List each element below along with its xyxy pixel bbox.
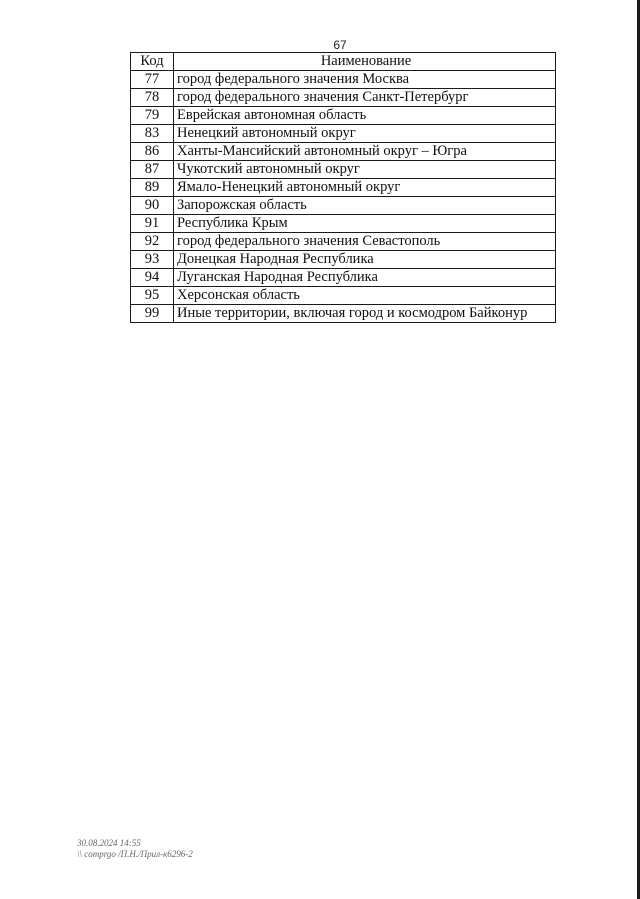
row-name: Еврейская автономная область <box>174 107 556 125</box>
row-name: Луганская Народная Республика <box>174 269 556 287</box>
row-code: 86 <box>131 143 174 161</box>
table-row <box>131 179 556 197</box>
table-row <box>131 125 556 143</box>
table-row <box>131 269 556 287</box>
page-number: 67 <box>333 38 347 52</box>
table-row <box>131 143 556 161</box>
row-code: 83 <box>131 125 174 143</box>
row-name: Иные территории, включая город и космодром Байконур <box>174 305 556 323</box>
row-code: 87 <box>131 161 174 179</box>
row-name: Чукотский автономный округ <box>174 161 556 179</box>
column-header-code: Код <box>131 53 174 71</box>
region-codes-table <box>130 52 556 323</box>
table-row <box>131 107 556 125</box>
table-row <box>131 251 556 269</box>
table-row <box>131 215 556 233</box>
table-row <box>131 197 556 215</box>
table-header-row <box>131 53 556 71</box>
row-code: 93 <box>131 251 174 269</box>
row-code: 99 <box>131 305 174 323</box>
footer-timestamp: 30.08.2024 14:55 <box>77 838 141 848</box>
row-code: 95 <box>131 287 174 305</box>
table-row <box>131 305 556 323</box>
row-code: 89 <box>131 179 174 197</box>
row-name: Донецкая Народная Республика <box>174 251 556 269</box>
footer-doc-reference: \\ comprgo /П.Н./Прил-к6296-2 <box>77 849 193 859</box>
row-code: 90 <box>131 197 174 215</box>
row-name: Ненецкий автономный округ <box>174 125 556 143</box>
row-name: город федерального значения Москва <box>174 71 556 89</box>
row-code: 92 <box>131 233 174 251</box>
row-code: 79 <box>131 107 174 125</box>
row-code: 78 <box>131 89 174 107</box>
table-row <box>131 89 556 107</box>
row-code: 91 <box>131 215 174 233</box>
row-code: 77 <box>131 71 174 89</box>
row-name: город федерального значения Севастополь <box>174 233 556 251</box>
row-name: Херсонская область <box>174 287 556 305</box>
document-footer <box>77 838 193 860</box>
row-name: Республика Крым <box>174 215 556 233</box>
table-row <box>131 161 556 179</box>
table-row <box>131 71 556 89</box>
row-name: Ямало-Ненецкий автономный округ <box>174 179 556 197</box>
row-name: Запорожская область <box>174 197 556 215</box>
table-row <box>131 287 556 305</box>
row-name: город федерального значения Санкт-Петербург <box>174 89 556 107</box>
row-name: Ханты-Мансийский автономный округ – Югра <box>174 143 556 161</box>
table-row <box>131 233 556 251</box>
row-code: 94 <box>131 269 174 287</box>
column-header-name: Наименование <box>174 53 556 71</box>
